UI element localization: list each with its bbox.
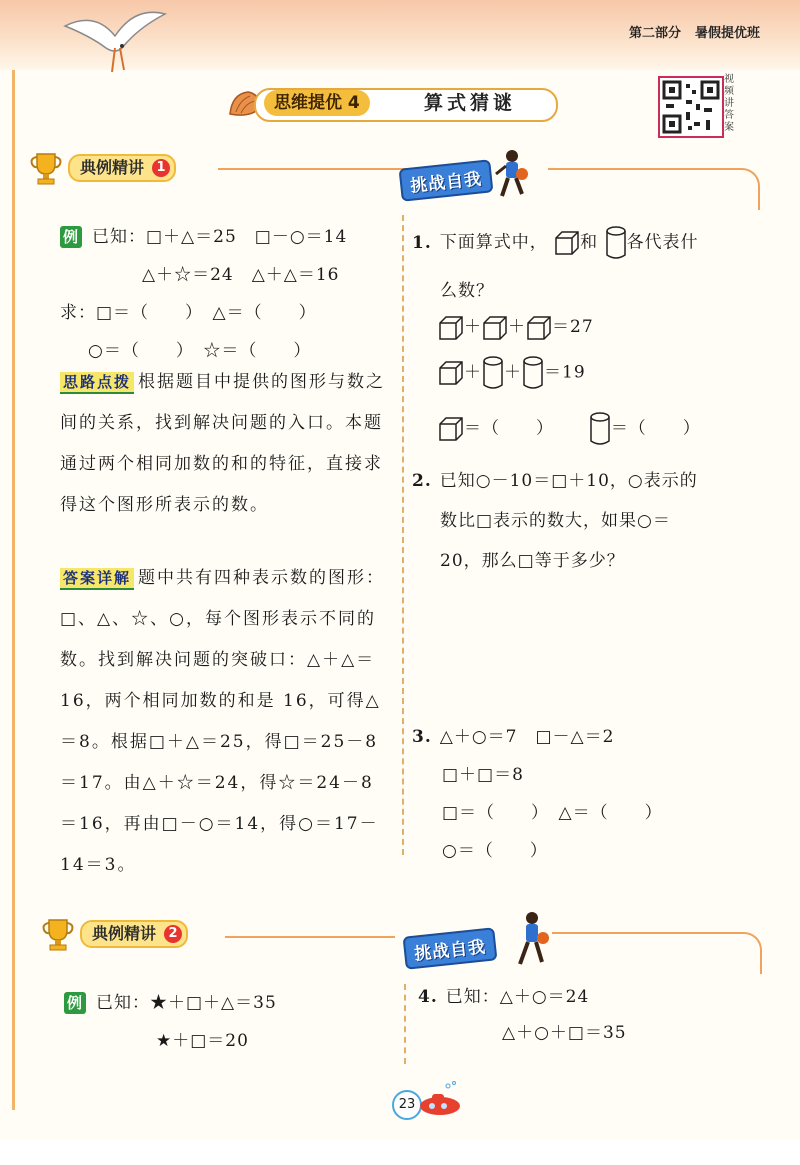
cylinder-icon — [605, 226, 627, 260]
answer-text: 题中共有四种表示数的图形：□、△、☆、○，每个图形表示不同的数。找到解决问题的突破口：△＋△＝16，两个相同加数的和是 16，可得△＝8。根据□＋△＝25，得□＝25－8＝17。由△＋☆＝24，得☆＝24－8＝16，再由□－○＝14，得○＝17－14＝3。 — [60, 568, 386, 875]
q2-line3: 20，那么□等于多少？ — [440, 551, 625, 571]
q3-text1: △＋○＝7 □－△＝2 — [439, 727, 615, 747]
title-left: 思维提优 4 — [264, 90, 370, 116]
example2-mark: 例 — [64, 992, 86, 1014]
submarine-icon — [418, 1080, 464, 1120]
q1-text-b: 和 — [580, 232, 599, 253]
hint-tag: 思路点拨 — [60, 372, 134, 394]
section2-corner — [736, 932, 762, 974]
qr-label: 视频讲答案 — [724, 74, 734, 133]
cylinder-icon — [522, 356, 544, 390]
hint-text: 根据题目中提供的图形与数之间的关系，找到解决问题的入口。本题通过两个相同加数的和的特征，直接求得这个图形所表示的数。 — [60, 372, 386, 515]
header-right — [615, 22, 760, 41]
header-part: 第二部分 — [628, 26, 681, 41]
example2-text1: 已知：★＋□＋△＝35 — [96, 993, 277, 1013]
column-divider-2 — [404, 984, 406, 1064]
left-edge-decoration — [12, 70, 15, 1110]
cube-icon — [554, 230, 580, 256]
section1-header — [28, 150, 408, 180]
q3-line3: □＝（ ） △＝（ ） — [442, 803, 663, 823]
section1-right-line — [548, 168, 738, 170]
lesson-title — [228, 86, 558, 122]
trophy-icon — [28, 150, 64, 186]
q4-line2: △＋○＋□＝35 — [502, 1023, 627, 1043]
cube-icon — [438, 315, 464, 341]
cube-icon — [526, 315, 552, 341]
section1-label — [68, 154, 176, 182]
qr-code[interactable] — [658, 76, 724, 138]
q3-line2: □＋□＝8 — [442, 765, 524, 785]
q2-line2: 数比□表示的数大，如果○＝ — [440, 511, 671, 531]
trophy-icon — [40, 916, 76, 952]
example1-ask2: ○＝（ ） ☆＝（ ） — [88, 341, 312, 361]
answer-tag: 答案详解 — [60, 568, 134, 590]
q3-number: 3. — [412, 727, 432, 747]
challenge-label-1: 挑战自我 — [399, 159, 494, 201]
q1-eq1-result: ＝27 — [552, 317, 594, 337]
page-number: 23 — [392, 1090, 422, 1120]
q1-eq1: ＋ ＋ ＝27 — [438, 312, 594, 341]
cube-icon — [482, 315, 508, 341]
q1-text-a: 下面算式中， — [439, 232, 548, 253]
bottom-strip — [0, 1140, 800, 1165]
q4-line1 — [418, 982, 589, 1007]
q3-line1 — [412, 722, 614, 747]
q1-answer-cube: ＝（ ） — [464, 418, 554, 439]
example1-ask1: 求：□＝（ ） △＝（ ） — [60, 303, 317, 323]
hint-paragraph — [60, 362, 390, 526]
q1-text-c: 各代表什 — [626, 232, 699, 253]
example1-given2: △＋☆＝24 △＋△＝16 — [142, 265, 340, 285]
section1-number: 1 — [152, 159, 170, 177]
seagull-icon — [60, 6, 170, 78]
header-course: 暑假提优班 — [694, 26, 760, 41]
section2-label — [80, 920, 188, 948]
section1-corner — [736, 168, 760, 210]
q4-number: 4. — [418, 987, 438, 1007]
section2-header — [40, 916, 400, 946]
cube-icon — [438, 360, 464, 386]
section1-label-text: 典例精讲 — [80, 158, 145, 177]
section2-right-line — [552, 932, 738, 934]
example2-line1 — [64, 988, 277, 1014]
q3-line4: ○＝（ ） — [442, 841, 548, 861]
q1-answers — [438, 412, 701, 446]
example2-line2: ★＋□＝20 — [156, 1031, 249, 1051]
q1-text-d: 么数？ — [440, 281, 494, 301]
column-divider — [402, 215, 404, 855]
cylinder-icon — [589, 412, 611, 446]
title-right: 算式猜谜 — [424, 92, 517, 114]
q2-text1: 已知○－10＝□＋10，○表示的 — [439, 471, 698, 491]
q1-eq2: ＋ ＋ ＝19 — [438, 356, 586, 390]
cylinder-icon — [482, 356, 504, 390]
section1-line — [218, 168, 408, 170]
challenge-label-2: 挑战自我 — [403, 927, 498, 969]
q4-text1: 已知：△＋○＝24 — [445, 987, 590, 1007]
q1-eq2-result: ＝19 — [544, 362, 586, 383]
example1-given1: 已知：□＋△＝25 □－○＝14 — [92, 227, 348, 247]
q2-line1 — [412, 466, 698, 491]
q1-line1 — [412, 226, 699, 260]
example1-mark: 例 — [60, 226, 82, 248]
section2-number: 2 — [164, 925, 182, 943]
qr-pattern-icon — [660, 78, 722, 136]
answer-paragraph — [60, 558, 390, 886]
example1-given-line1 — [60, 222, 347, 248]
q1-answer-cylinder: ＝（ ） — [610, 418, 701, 439]
cube-icon — [438, 416, 464, 442]
basketball-player-icon — [492, 148, 532, 202]
section2-line — [225, 936, 395, 938]
section2-label-text: 典例精讲 — [92, 924, 157, 943]
q2-number: 2. — [412, 471, 432, 491]
basketball-player-icon — [512, 910, 552, 970]
q1-number: 1. — [412, 232, 432, 253]
